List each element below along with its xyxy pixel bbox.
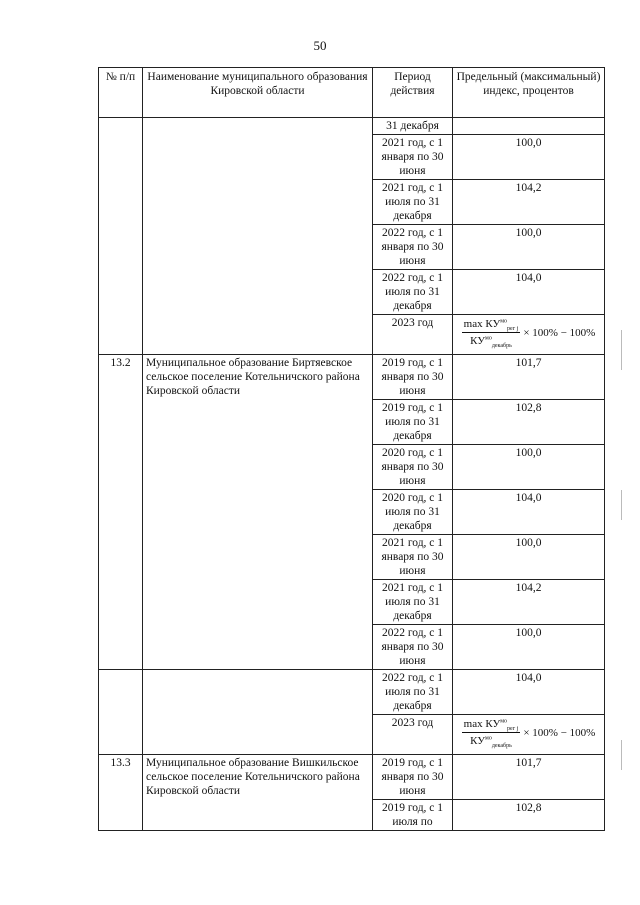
scan-edge-mark xyxy=(621,740,622,770)
table-row xyxy=(99,755,605,800)
cell-index: 102,8 xyxy=(453,800,605,831)
index-formula: $\frac{\max КУ^{мо}_{рег j}}{КУ^{мо}_{декабрь}}$ × 100% − 100% xyxy=(463,318,596,350)
cell-index: 101,7 xyxy=(453,355,605,400)
cell-index: 100,0 xyxy=(453,225,605,270)
cell-index: 100,0 xyxy=(453,535,605,580)
cell-period: 2019 год, с 1 января по 30 июня xyxy=(373,755,453,800)
cell-index: 100,0 xyxy=(453,445,605,490)
cell-period: 2022 год, с 1 января по 30 июня xyxy=(373,225,453,270)
cell-period: 2020 год, с 1 июля по 31 декабря xyxy=(373,490,453,535)
table-row xyxy=(99,355,605,400)
table-row xyxy=(99,118,605,135)
cell-period: 2022 год, с 1 января по 30 июня xyxy=(373,625,453,670)
cell-period: 2021 год, с 1 июля по 31 декабря xyxy=(373,180,453,225)
cell-index: 100,0 xyxy=(453,625,605,670)
header-num: № п/п xyxy=(99,68,143,118)
index-table xyxy=(98,67,605,831)
cell-period: 2022 год, с 1 июля по 31 декабря xyxy=(373,670,453,715)
cell-index-formula xyxy=(453,715,605,755)
cell-num: 13.2 xyxy=(99,355,143,670)
cell-period: 2021 год, с 1 января по 30 июня xyxy=(373,535,453,580)
cell-period: 2023 год xyxy=(373,715,453,755)
cell-index: 104,2 xyxy=(453,180,605,225)
cell-period: 2020 год, с 1 января по 30 июня xyxy=(373,445,453,490)
cell-index: 104,0 xyxy=(453,270,605,315)
header-period: Период действия xyxy=(373,68,453,118)
cell-index xyxy=(453,118,605,135)
index-formula: $\frac{\max КУ^{мо}_{рег j}}{КУ^{мо}_{декабрь}}$ × 100% − 100% xyxy=(463,718,596,750)
table-header-row xyxy=(99,68,605,118)
table-row xyxy=(99,670,605,715)
cell-index-formula xyxy=(453,315,605,355)
cell-period: 2019 год, с 1 января по 30 июня xyxy=(373,355,453,400)
cell-name: Муниципальное образование Биртяевское сельское поселение Котельничского района Кировской области xyxy=(143,355,373,670)
header-index: Предельный (максимальный) индекс, процентов xyxy=(453,68,605,118)
cell-name: Муниципальное образование Вишкильское сельское поселение Котельничского района Кировской области xyxy=(143,755,373,831)
cell-index: 100,0 xyxy=(453,135,605,180)
cell-period: 2021 год, с 1 января по 30 июня xyxy=(373,135,453,180)
cell-index: 104,0 xyxy=(453,670,605,715)
header-name: Наименование муниципального образования Кировской области xyxy=(143,68,373,118)
cell-num xyxy=(99,670,143,755)
cell-period: 2019 год, с 1 июля по 31 декабря xyxy=(373,400,453,445)
scan-edge-mark xyxy=(621,490,622,520)
page-number: 50 xyxy=(313,38,327,53)
cell-period: 2021 год, с 1 июля по 31 декабря xyxy=(373,580,453,625)
cell-period: 31 декабря xyxy=(373,118,453,135)
scan-edge-mark xyxy=(621,330,622,370)
cell-period: 2019 год, с 1 июля по xyxy=(373,800,453,831)
cell-index: 104,2 xyxy=(453,580,605,625)
cell-num xyxy=(99,118,143,355)
cell-index: 104,0 xyxy=(453,490,605,535)
cell-index: 102,8 xyxy=(453,400,605,445)
cell-index: 101,7 xyxy=(453,755,605,800)
cell-name xyxy=(143,670,373,755)
cell-period: 2022 год, с 1 июля по 31 декабря xyxy=(373,270,453,315)
cell-num: 13.3 xyxy=(99,755,143,831)
cell-name xyxy=(143,118,373,355)
cell-period: 2023 год xyxy=(373,315,453,355)
